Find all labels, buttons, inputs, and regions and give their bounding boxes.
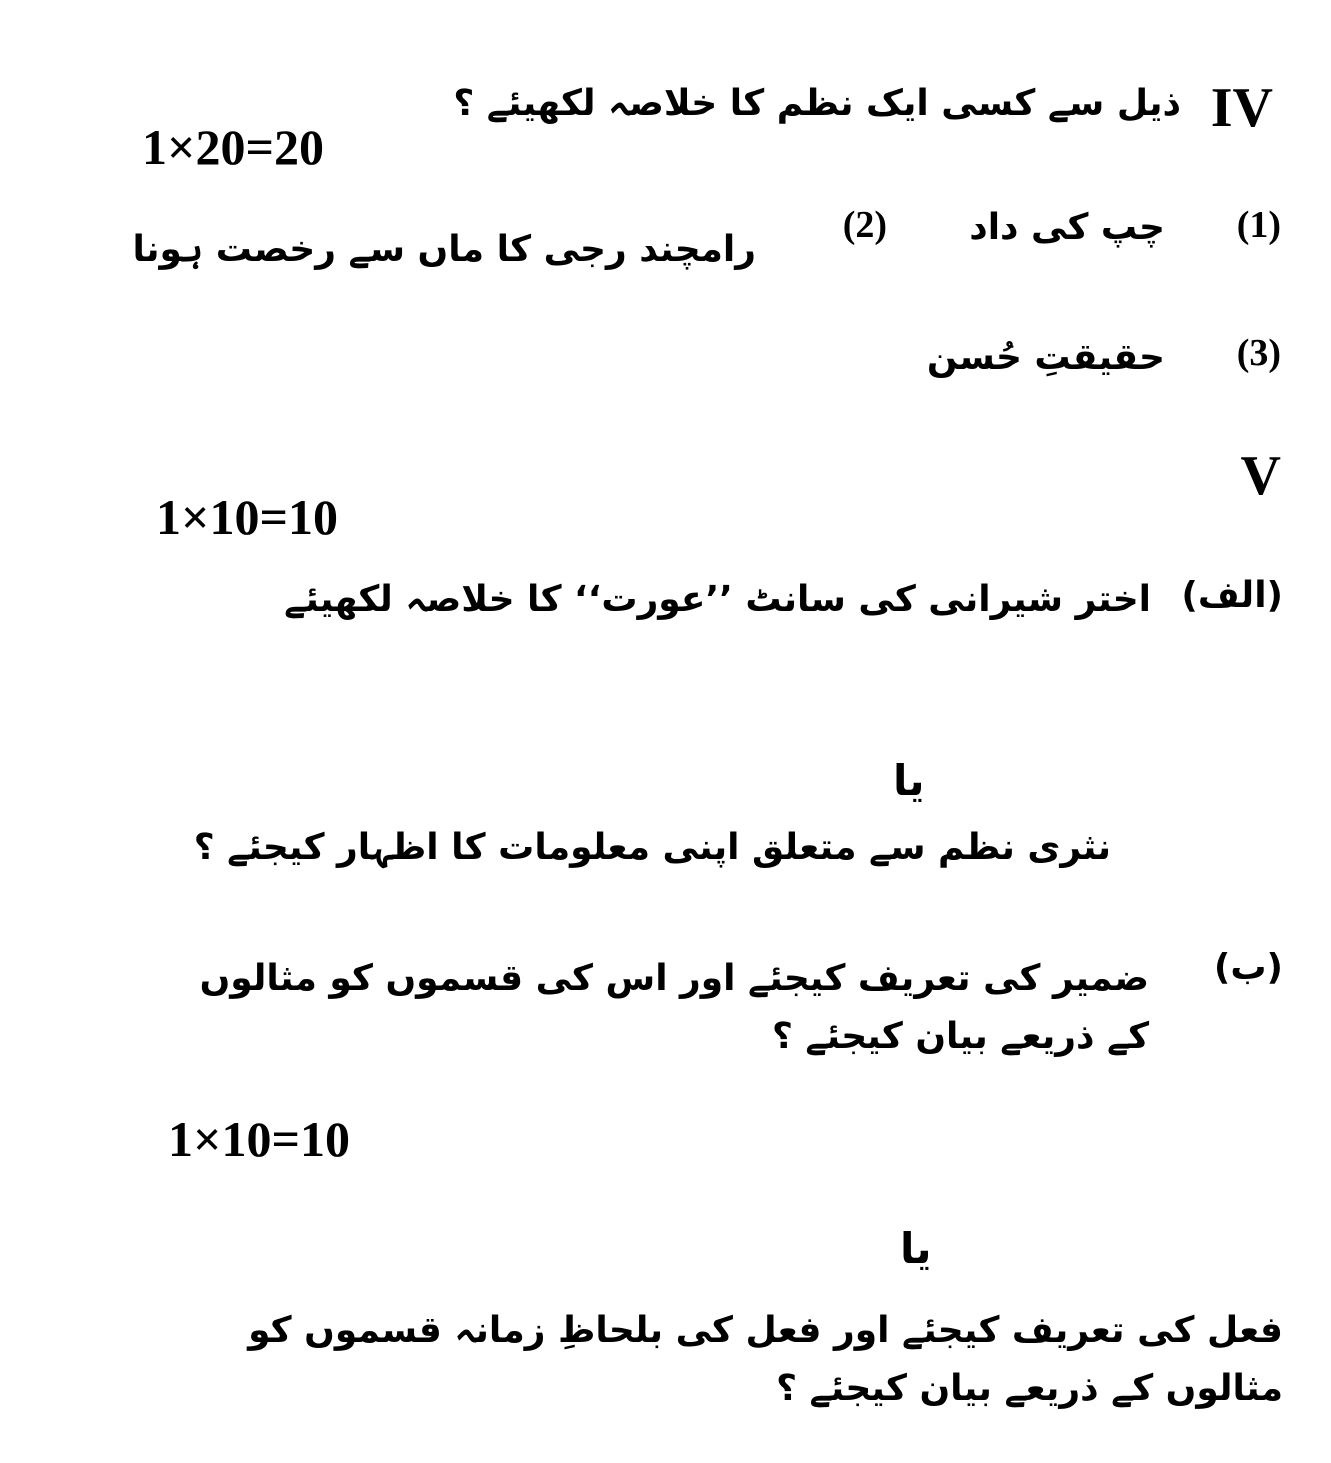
part-b-label: (ب) — [1213, 947, 1283, 988]
section-iv-question: ذیل سے کسی ایک نظم کا خلاصہ لکھیئے ؟ — [453, 83, 1181, 124]
part-b-or: یا — [900, 1224, 932, 1273]
part-a-label: (الف) — [1181, 575, 1283, 616]
option-1-number: (1) — [1236, 204, 1281, 246]
part-a-alternative: نثری نظم سے متعلق اپنی معلومات کا اظہار کیجئے ؟ — [193, 827, 1111, 868]
part-b-alternative: فعل کی تعریف کیجئے اور فعل کی بلحاظِ زمانہ قسموں کو مثالوں کے ذریعے بیان کیجئے ؟ — [248, 1310, 1283, 1409]
option-2-number: (2) — [842, 204, 887, 246]
option-2-text: رامچند رجی کا ماں سے رخصت ہونا — [132, 229, 756, 270]
section-iv-number: IV — [1210, 77, 1273, 139]
option-3-number: (3) — [1236, 332, 1281, 374]
section-v-marks: 1×10=10 — [156, 489, 338, 545]
part-b-question: ضمیر کی تعریف کیجئے اور اس کی قسموں کو مثالوں کے ذریعے بیان کیجئے ؟ — [199, 958, 1149, 1057]
option-3-text: حقیقتِ حُسن — [926, 337, 1165, 378]
option-1-text: چپ کی داد — [969, 207, 1165, 248]
section-iv-marks: 1×20=20 — [142, 119, 324, 175]
section-v-number: V — [1240, 445, 1281, 507]
part-b-marks: 1×10=10 — [168, 1111, 350, 1167]
part-a-or: یا — [893, 756, 925, 805]
part-a-question: اختر شیرانی کی سانٹ ’’عورت‘‘ کا خلاصہ لکھیئے — [284, 579, 1151, 620]
